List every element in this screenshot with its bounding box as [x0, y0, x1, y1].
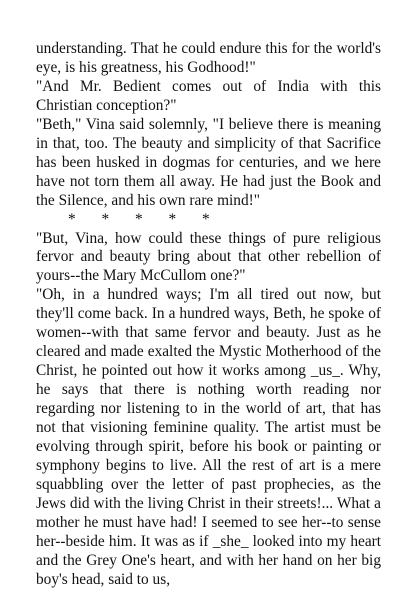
section-break-asterisks: * * * * *: [68, 210, 210, 228]
paragraph-continuation: understanding. That he could endure this for the world's eye, is his greatness, his Godhood!": [36, 40, 381, 76]
document-page: [36, 40, 381, 590]
paragraph-hundred-ways: "Oh, in a hundred ways; I'm all tired out now, but they'll come back. In a hundred ways, Beth, he spoke of women--with that same fervor and beauty. Just as he cleared and made exalted the Mystic Motherhood of the Christ, he pointed out how it works among _us_. Why, he says that there is nothing worth reading nor regarding nor listening to in the world of art, that has not that visioning feminine quality. The artist must be evolving through spirit, before his book or painting or symphony begins to live. All the rest of art is a mere squabbling over the letter of past prophecies, as the Jews did with the living Christ in their streets!... What a mother he must have had! I seemed to see her--to sense her--beside him. It was as if _she_ looked into my heart and the Grey One's heart, and with her hand on her big boy's head, said to us,: [36, 286, 381, 588]
paragraph-question-bedient: "And Mr. Bedient comes out of India with this Christian conception?": [36, 77, 381, 114]
paragraph-question-rebellion: "But, Vina, how could these things of pure religious fervor and beauty bring about that other rebellion of yours--the Mary McCullom one?": [36, 229, 381, 285]
paragraph-vina-reply: "Beth," Vina said solemnly, "I believe there is meaning in that, too. The beauty and simplicity of that Sacrifice has been husked in dogmas for centuries, and we here have not torn them all away. He had just the Book and the Silence, and his own rare mind!": [36, 115, 381, 209]
